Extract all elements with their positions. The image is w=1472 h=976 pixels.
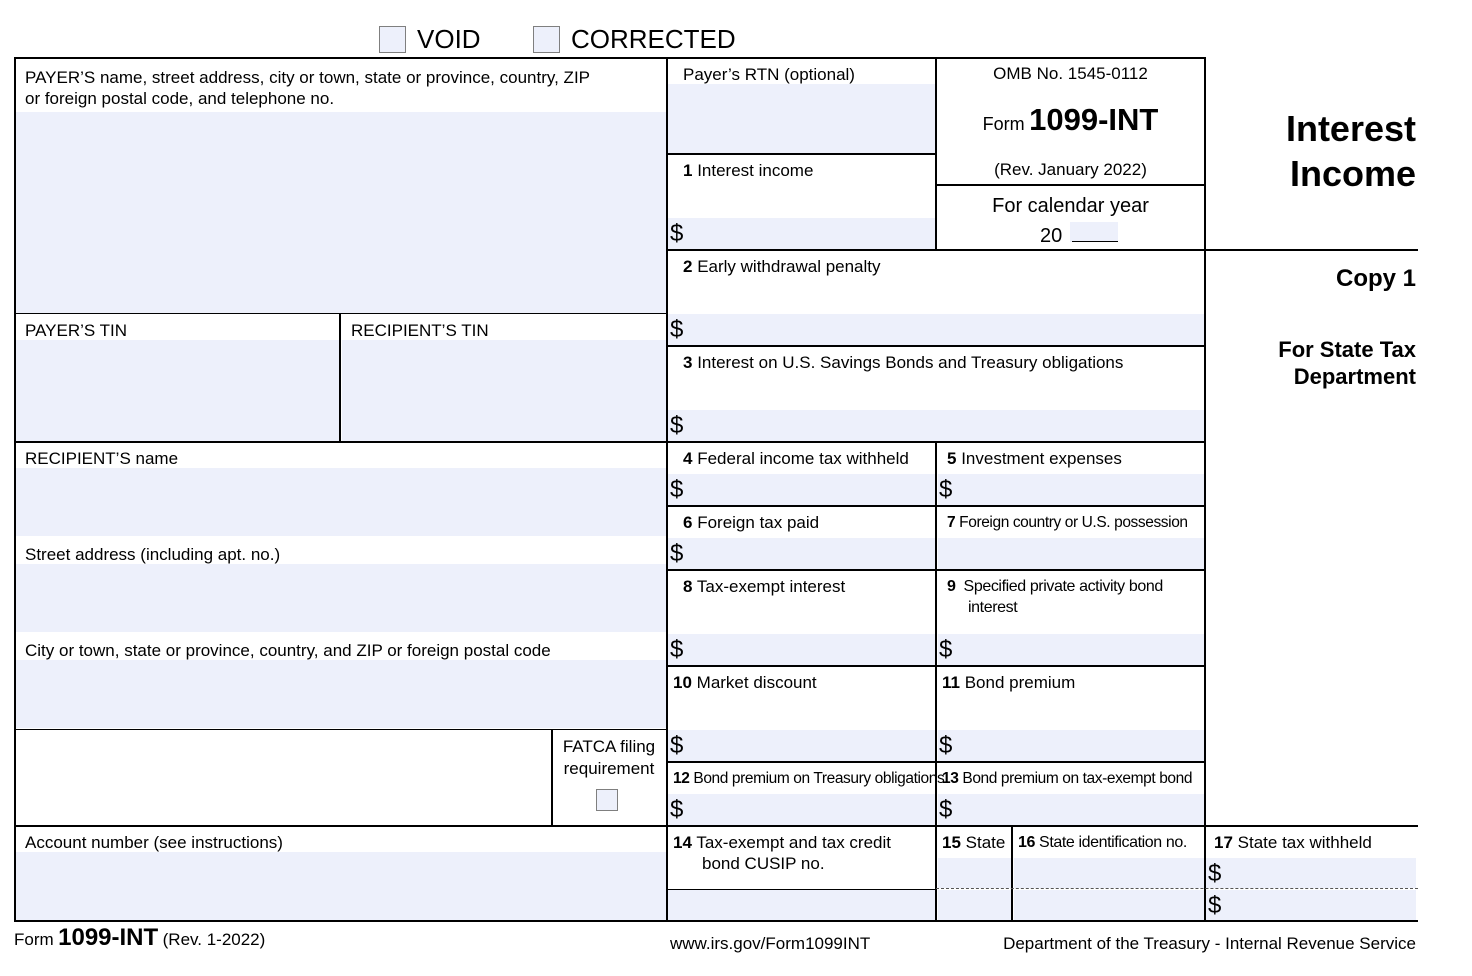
box3-dollar: $ [670,412,684,439]
corrected-checkbox[interactable] [533,26,560,53]
box8-field[interactable] [668,634,936,665]
recipient-tin-field[interactable] [342,340,666,441]
box14-field[interactable] [668,889,936,920]
box13-field[interactable] [938,794,1204,825]
account-number-field[interactable] [16,852,666,920]
corrected-label: CORRECTED [571,24,736,54]
year-prefix: 20 [1040,225,1063,247]
box15-label: 15 State [942,833,1006,852]
form-word: Form [982,114,1025,134]
box10-dollar: $ [670,732,684,759]
box2-label: 2 Early withdrawal penalty [683,257,881,276]
box9-label-line2: interest [968,599,1018,616]
box9-label: 9 Specified private activity bond [947,578,1163,595]
account-number-label: Account number (see instructions) [25,833,283,852]
box14-label: 14 Tax-exempt and tax credit [673,833,891,852]
city-label: City or town, state or province, country, and ZIP or foreign postal code [25,641,551,660]
fatca-label-line1: FATCA filing [562,737,656,756]
box15-field-2[interactable] [938,890,1012,920]
payer-rtn-label: Payer’s RTN (optional) [683,65,855,84]
box12-dollar: $ [670,796,684,823]
box9-dollar: $ [939,636,953,663]
box13-dollar: $ [939,796,953,823]
fatca-label-line2: requirement [563,759,655,778]
box11-dollar: $ [939,732,953,759]
footer-revision: (Rev. 1-2022) [162,930,266,949]
copy-destination-line1: For State Tax [1278,337,1416,362]
footer-agency: Department of the Treasury - Internal Revenue Service [1003,934,1416,953]
box16-field-1[interactable] [1014,858,1204,888]
footer-form-id [14,924,265,952]
box14-label-line2: bond CUSIP no. [702,854,825,873]
box16-label: 16 State identification no. [1018,834,1187,851]
box16-field-2[interactable] [1014,890,1204,920]
box4-label: 4 Federal income tax withheld [683,449,909,468]
box12-field[interactable] [668,794,936,825]
box17-field-1[interactable] [1206,858,1416,888]
box17-dollar-2: $ [1208,892,1222,919]
year-field[interactable] [1070,222,1118,242]
fatca-label [553,736,665,780]
box5-field[interactable] [938,474,1204,505]
form-revision: (Rev. January 2022) [994,160,1147,179]
box4-dollar: $ [670,476,684,503]
box17-field-2[interactable] [1206,890,1416,920]
footer-form-word: Form [14,930,54,949]
box6-dollar: $ [670,540,684,567]
box3-label: 3 Interest on U.S. Savings Bonds and Treasury obligations [683,353,1124,372]
recipient-name-field[interactable] [16,468,666,536]
recipient-tin-label: RECIPIENT’S TIN [351,321,489,340]
city-field[interactable] [16,660,666,728]
payer-tin-field[interactable] [16,340,340,441]
form-number-title [937,102,1204,138]
box2-dollar: $ [670,316,684,343]
box8-dollar: $ [670,636,684,663]
street-address-label: Street address (including apt. no.) [25,545,281,564]
box2-field[interactable] [668,314,1204,345]
box1-label: 1 Interest income [683,161,814,180]
box5-label: 5 Investment expenses [947,449,1122,468]
box9-field[interactable] [938,634,1204,665]
box1-dollar: $ [670,220,684,247]
box11-field[interactable] [938,730,1204,761]
box1-field[interactable] [668,218,936,249]
payer-name-field[interactable] [16,112,666,314]
box7-label: 7 Foreign country or U.S. possession [947,514,1188,531]
box17-label: 17 State tax withheld [1214,833,1372,852]
payer-name-label: PAYER’S name, street address, city or town, state or province, country, ZIP [25,68,591,87]
form-number: 1099-INT [1029,102,1159,137]
box3-field[interactable] [668,410,1204,441]
street-address-field[interactable] [16,564,666,632]
calendar-year-label: For calendar year [992,195,1149,217]
box12-label: 12 Bond premium on Treasury obligations [673,770,945,787]
box5-dollar: $ [939,476,953,503]
footer-url: www.irs.gov/Form1099INT [670,934,871,953]
form-title-line2: Income [1289,153,1416,194]
void-checkbox[interactable] [379,26,406,53]
box15-field-1[interactable] [938,858,1012,888]
box8-label: 8 Tax-exempt interest [683,577,846,596]
box13-label: 13 Bond premium on tax-exempt bond [942,770,1193,787]
box10-field[interactable] [668,730,936,761]
payer-tin-label: PAYER’S TIN [25,321,128,340]
footer-form-number: 1099-INT [58,924,159,951]
payer-name-label-line2: or foreign postal code, and telephone no. [25,89,335,108]
copy-destination [1210,336,1416,390]
box6-label: 6 Foreign tax paid [683,513,820,532]
recipient-name-label: RECIPIENT’S name [25,449,179,468]
box11-label: 11 Bond premium [942,673,1076,692]
form-title-line1: Interest [1285,108,1416,149]
box10-label: 10 Market discount [673,673,817,692]
box6-field[interactable] [668,538,936,569]
box7-field[interactable] [938,538,1204,569]
copy-destination-line2: Department [1293,364,1416,389]
form-title [1210,106,1416,196]
void-label: VOID [417,24,481,54]
omb-number: OMB No. 1545-0112 [993,64,1148,83]
copy-label: Copy 1 [1335,265,1416,292]
box17-dollar-1: $ [1208,860,1222,887]
box4-field[interactable] [668,474,936,505]
payer-rtn-field[interactable] [668,84,936,153]
fatca-checkbox[interactable] [596,789,618,811]
